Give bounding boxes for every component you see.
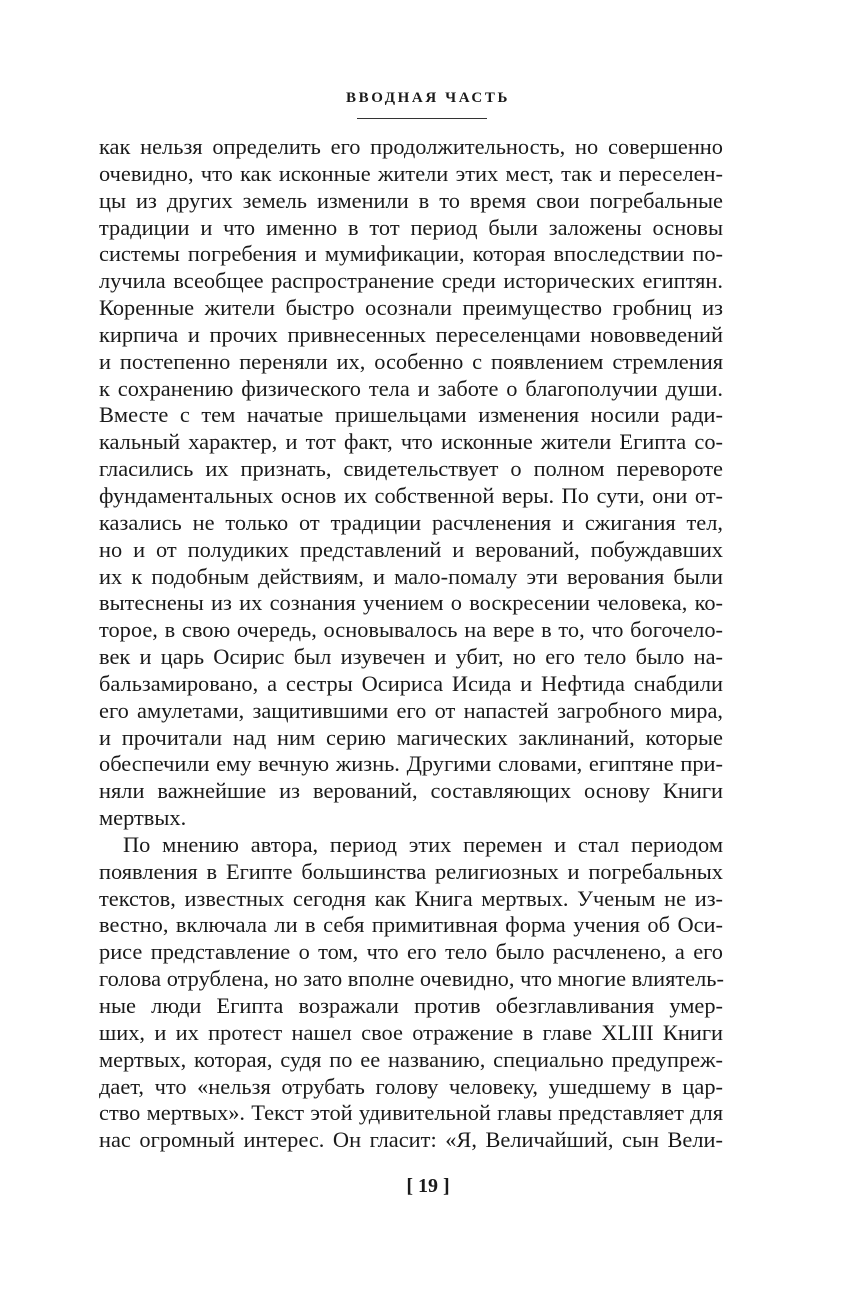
text-line: его амулетами, защитившими его от напастей загробного мира,: [99, 697, 723, 723]
text-line: вытеснены из их сознания учением о воскресении человека, ко-: [99, 590, 723, 616]
text-line: вестно, включала ли в себя примитивная форма учения об Оси-: [99, 912, 723, 938]
paragraph-start-line: По мнению автора, период этих перемен и стал периодом: [123, 831, 723, 857]
text-line: лучила всеобщее распространение среди исторических египтян.: [99, 268, 723, 294]
text-line: но и от полудиких представлений и верований, побуждавших: [99, 536, 723, 562]
text-line: цы из других земель изменили в то время свои погребальные: [99, 187, 723, 213]
text-line: ших, и их протест нашел свое отражение в главе XLIII Книги: [99, 1019, 723, 1045]
paragraph-end-line: мертвых.: [99, 805, 187, 831]
running-head-rule: [357, 118, 487, 119]
text-line: бальзамировано, а сестры Осириса Исида и Нефтида снабдили: [99, 670, 723, 696]
text-line: рисе представление о том, что его тело было расчленено, а его: [99, 939, 723, 965]
body-text: [99, 134, 723, 1154]
text-line: век и царь Осирис был изувечен и убит, но его тело было на-: [99, 644, 723, 670]
text-line: кирпича и прочих привнесенных переселенцами нововведений: [99, 321, 723, 347]
text-line: к сохранению физического тела и заботе о благополучии души.: [99, 375, 723, 401]
text-line: Коренные жители быстро осознали преимущество гробниц из: [99, 295, 723, 321]
text-line: традиции и что именно в тот период были заложены основы: [99, 214, 723, 240]
text-line: ные люди Египта возражали против обезглавливания умер-: [99, 993, 723, 1018]
text-line: обеспечили ему вечную жизнь. Другими словами, египтяне при-: [99, 751, 723, 777]
text-line: ство мертвых». Текст этой удивительной главы представляет для: [99, 1100, 723, 1126]
text-line: гласились их признать, свидетельствует о полном перевороте: [99, 456, 723, 482]
text-line: няли важнейшие из верований, составляющих основу Книги: [99, 778, 723, 804]
text-line: текстов, известных сегодня как Книга мертвых. Ученым не из-: [99, 885, 723, 911]
text-line: кальный характер, и тот факт, что исконные жители Египта со-: [99, 429, 723, 455]
text-line: появления в Египте большинства религиозных и погребальных: [99, 858, 723, 884]
text-line: и постепенно переняли их, особенно с появлением стремления: [99, 348, 723, 374]
text-line: системы погребения и мумификации, которая впоследствии по-: [99, 241, 723, 267]
text-line: фундаментальных основ их собственной веры. По сути, они от-: [99, 482, 723, 508]
text-line: казались не только от традиции расчленения и сжигания тел,: [99, 509, 723, 535]
text-line: голова отрублена, но зато вполне очевидно, что многие влиятель-: [99, 966, 724, 992]
text-line: и прочитали над ним серию магических заклинаний, которые: [99, 724, 723, 750]
page-number: [ 19 ]: [406, 1175, 450, 1197]
text-line: очевидно, что как исконные жители этих мест, так и переселен-: [99, 160, 723, 186]
text-line: дает, что «нельзя отрубать голову человеку, ушедшему в цар-: [99, 1073, 723, 1099]
text-line: Вместе с тем начатые пришельцами изменения носили ради-: [99, 402, 723, 428]
text-line: их к подобным действиям, и мало-помалу эти верования были: [99, 563, 723, 589]
text-line: нас огромный интерес. Он гласит: «Я, Величайший, сын Вели-: [99, 1127, 723, 1153]
running-head: ВВОДНАЯ ЧАСТЬ: [346, 90, 510, 106]
text-line: торое, в свою очередь, основывалось на вере в то, что богочело-: [99, 617, 723, 643]
text-line: мертвых, которая, судя по ее названию, специально предупреж-: [99, 1046, 723, 1072]
text-line: как нельзя определить его продолжительность, но совершенно: [99, 134, 723, 159]
